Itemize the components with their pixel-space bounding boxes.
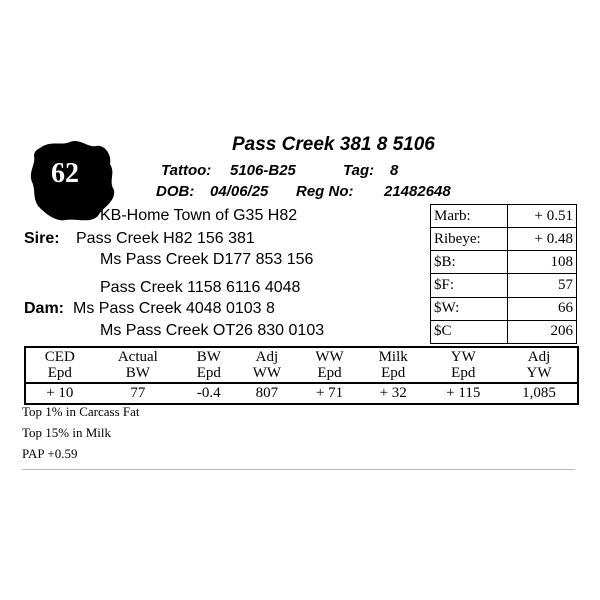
epd-value: + 71 — [315, 385, 344, 401]
table-row — [25, 383, 578, 404]
index-value: 66 — [508, 297, 577, 320]
column-header — [298, 347, 361, 383]
index-label: Ribeye: — [431, 228, 508, 251]
header-line: Adj — [255, 349, 279, 365]
dam-sire: Pass Creek 1158 6116 4048 — [100, 279, 301, 296]
index-label: $C — [431, 320, 508, 343]
tag-label: Tag: — [343, 162, 375, 179]
header-line: Milk — [378, 349, 408, 365]
reg-no-value: 21482648 — [384, 183, 451, 200]
sire-label: Sire: — [24, 230, 60, 247]
dam-name: Ms Pass Creek 4048 0103 8 — [73, 300, 275, 317]
header-line: Actual — [117, 349, 158, 365]
table-row — [431, 205, 577, 228]
reg-no-label: Reg No: — [296, 183, 354, 200]
sire-name: Pass Creek H82 156 381 — [76, 230, 255, 247]
sire-sire: KB-Home Town of G35 H82 — [100, 207, 298, 224]
header-line: Epd — [451, 365, 476, 381]
dam-dam: Ms Pass Creek OT26 830 0103 — [100, 322, 325, 339]
note-line: Top 15% in Milk — [22, 425, 112, 440]
header-line: Epd — [317, 365, 342, 381]
index-label: Marb: — [431, 205, 508, 228]
epd-value: 1,085 — [522, 385, 556, 401]
sire-dam: Ms Pass Creek D177 853 156 — [100, 251, 314, 268]
tattoo-value: 5106-B25 — [230, 162, 296, 179]
column-header — [236, 347, 299, 383]
index-label: $F: — [431, 274, 508, 297]
header-line: BW — [125, 365, 150, 381]
column-header — [25, 347, 94, 383]
column-header — [94, 347, 182, 383]
epd-value: 807 — [255, 385, 279, 401]
table-row — [431, 251, 577, 274]
header-line: Epd — [381, 365, 406, 381]
epd-table — [24, 346, 579, 405]
header-line: CED — [44, 349, 75, 365]
index-value: + 0.51 — [508, 205, 577, 228]
epd-value: + 10 — [46, 385, 74, 401]
index-label: $W: — [431, 297, 508, 320]
index-label: $B: — [431, 251, 508, 274]
column-header — [425, 347, 501, 383]
note-line: Top 1% in Carcass Fat — [22, 404, 140, 419]
header-line: YW — [526, 365, 552, 381]
header-line: Epd — [47, 365, 72, 381]
index-value: 57 — [508, 274, 577, 297]
index-value: + 0.48 — [508, 228, 577, 251]
dam-label: Dam: — [24, 300, 65, 317]
epd-header-row — [25, 347, 578, 383]
note-line: PAP +0.59 — [22, 446, 78, 461]
header-line: BW — [196, 349, 221, 365]
column-header — [182, 347, 235, 383]
header-line: WW — [252, 365, 282, 381]
epd-value: -0.4 — [196, 385, 221, 401]
header-line: Epd — [196, 365, 221, 381]
animal-name: Pass Creek 381 8 5106 — [232, 134, 435, 155]
header-line: Adj — [527, 349, 551, 365]
index-value: 108 — [508, 251, 577, 274]
dob-value: 04/06/25 — [210, 183, 269, 200]
index-table — [430, 204, 577, 344]
tag-value: 8 — [390, 162, 399, 179]
dob-label: DOB: — [156, 183, 195, 200]
tattoo-label: Tattoo: — [161, 162, 212, 179]
epd-value: + 115 — [446, 385, 481, 401]
header-line: YW — [450, 349, 476, 365]
epd-value: + 32 — [379, 385, 407, 401]
divider — [22, 469, 575, 470]
epd-value: 77 — [130, 385, 146, 401]
table-row — [431, 228, 577, 251]
index-value: 206 — [508, 320, 577, 343]
column-header — [361, 347, 426, 383]
table-row — [431, 297, 577, 320]
header-line: WW — [315, 349, 344, 365]
table-row — [431, 274, 577, 297]
column-header — [501, 347, 578, 383]
lot-number: 62 — [51, 158, 79, 189]
table-row — [431, 320, 577, 343]
